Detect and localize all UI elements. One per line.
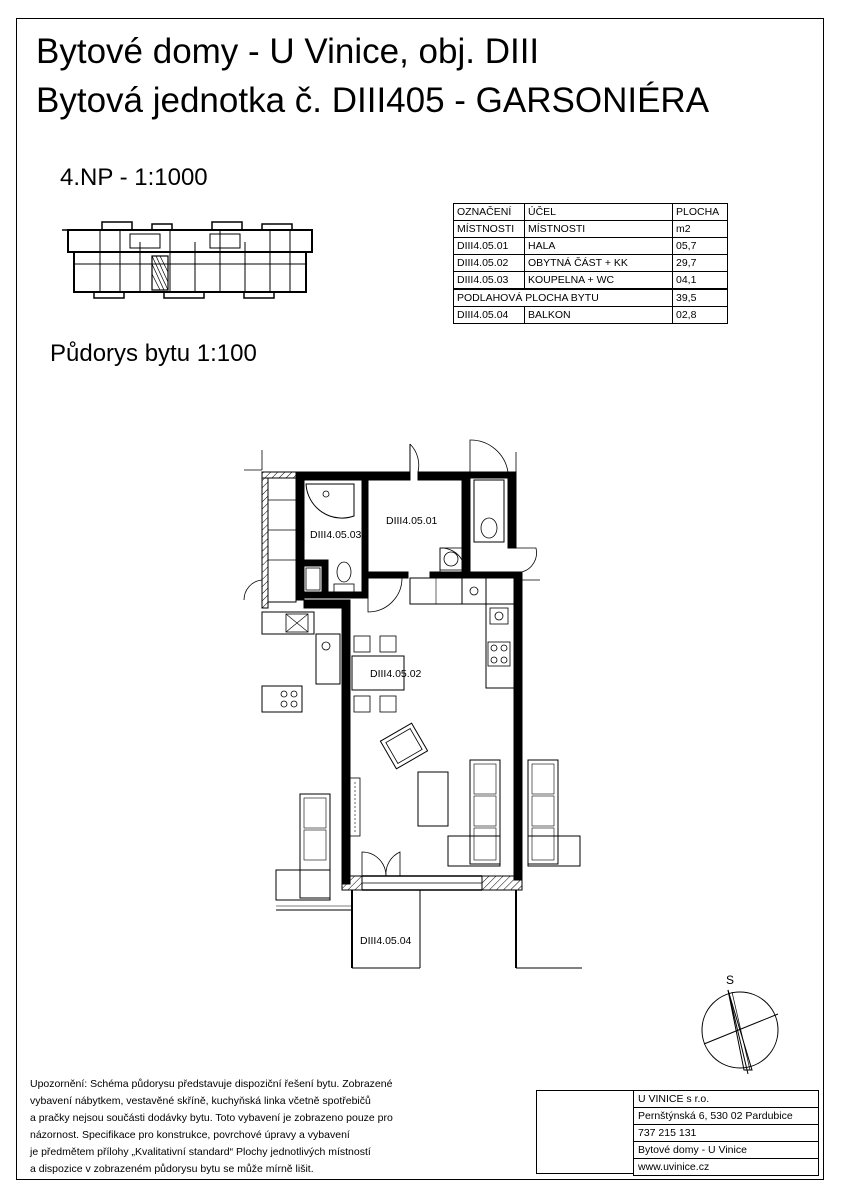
room-purpose: KOUPELNA + WC xyxy=(525,272,673,290)
header-area-2: m2 xyxy=(673,221,728,238)
room-purpose: OBYTNÁ ČÁST + KK xyxy=(525,255,673,272)
room-purpose: HALA xyxy=(525,238,673,255)
room-label-bathroom: DIII4.05.03 xyxy=(310,529,362,541)
compass-icon xyxy=(690,970,790,1080)
notice-line: je předmětem přílohy „Kvalitativní standard“ Plochy jednotlivých místností xyxy=(30,1146,371,1158)
header-purpose-1: ÚČEL xyxy=(525,204,673,221)
project-title: Bytové domy - U Vinice, obj. DIII xyxy=(36,32,540,71)
floor-plan-label: Půdorys bytu 1:100 xyxy=(50,340,257,367)
room-area: 04,1 xyxy=(673,272,728,290)
header-id-1: OZNAČENÍ xyxy=(454,204,525,221)
room-area: 29,7 xyxy=(673,255,728,272)
header-id-2: MÍSTNOSTI xyxy=(454,221,525,238)
room-area: 05,7 xyxy=(673,238,728,255)
company-address: Pernštýnská 6, 530 02 Pardubice xyxy=(634,1108,819,1125)
room-id: DIII4.05.01 xyxy=(454,238,525,255)
room-purpose: BALKON xyxy=(525,307,673,324)
disclaimer-notice xyxy=(30,1076,430,1178)
room-label-balcony: DIII4.05.04 xyxy=(360,935,412,947)
key-plan-label: 4.NP - 1:1000 xyxy=(60,164,208,191)
company-website[interactable]: www.uvinice.cz xyxy=(634,1159,819,1176)
room-id: DIII4.05.04 xyxy=(454,307,525,324)
compass-label: S xyxy=(726,973,735,987)
unit-title: Bytová jednotka č. DIII405 - GARSONIÉRA xyxy=(36,81,710,120)
room-label-hall: DIII4.05.01 xyxy=(386,515,438,527)
header-area-1: PLOCHA xyxy=(673,204,728,221)
notice-line: vybavení nábytkem, vestavěné skříně, kuchyňská linka včetně spotřebičů xyxy=(30,1095,371,1107)
company-name: U VINICE s r.o. xyxy=(634,1091,819,1108)
company-logo-box xyxy=(536,1090,633,1174)
company-phone: 737 215 131 xyxy=(634,1125,819,1142)
notice-line: a dispozice v zobrazeném půdorysu bytu se může mírně lišit. xyxy=(30,1163,314,1175)
room-area: 02,8 xyxy=(673,307,728,324)
total-area: 39,5 xyxy=(673,289,728,307)
room-label-living: DIII4.05.02 xyxy=(370,668,422,680)
notice-line: a pračky nejsou součásti dodávky bytu. Toto vybavení je zobrazeno pouze pro xyxy=(30,1112,393,1124)
notice-line: Upozornění: Schéma půdorysu představuje dispoziční řešení bytu. Zobrazené xyxy=(30,1078,393,1090)
room-id: DIII4.05.03 xyxy=(454,272,525,290)
company-info-table xyxy=(633,1090,819,1176)
header-purpose-2: MÍSTNOSTI xyxy=(525,221,673,238)
room-id: DIII4.05.02 xyxy=(454,255,525,272)
company-project: Bytové domy - U Vinice xyxy=(634,1142,819,1159)
total-label: PODLAHOVÁ PLOCHA BYTU xyxy=(454,289,673,307)
notice-line: názornost. Specifikace pro konstrukce, povrchové úpravy a vybavení xyxy=(30,1129,350,1141)
